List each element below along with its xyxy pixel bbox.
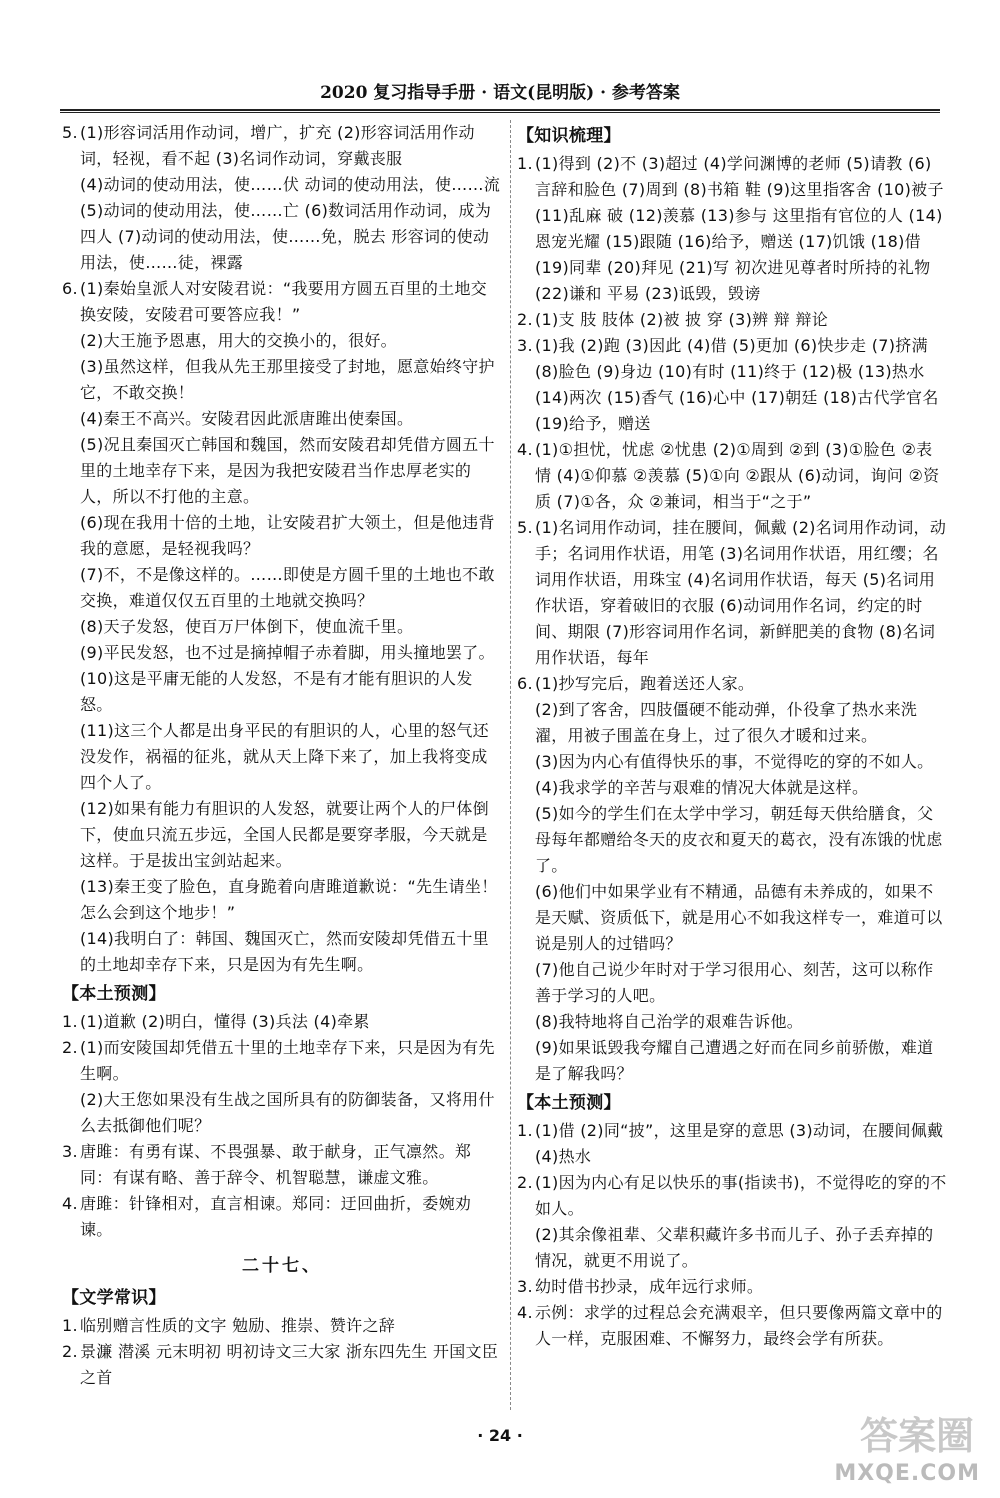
answer-number: 1. [62,1012,78,1031]
answer-line: (7)不，不是像这样的。……即使是方圆千里的土地也不敢交换，难道仅仅五百里的土地就交换吗？ [80,565,495,610]
answer-text: 唐雎：有勇有谋、不畏强暴、敢于献身，正气凛然。郑同：有谋有略、善于辞令、机智聪慧，谦虚文雅。 [80,1142,472,1187]
answer-number: 2. [517,1173,533,1192]
prediction-4 [62,1191,502,1243]
answer-text: 示例：求学的过程总会充满艰辛，但只要像两篇文章中的人一样，克服困难、不懈努力，最终会学有所获。 [535,1303,943,1348]
answer-line: (9)如果诋毁我夸耀自己遭遇之好而在同乡前骄傲，难道是了解我吗？ [535,1038,934,1083]
answer-line: (1)抄写完后，跑着送还人家。 [535,674,755,693]
knowledge-1 [517,151,947,307]
answer-text: (1)我 (2)跑 (3)因此 (4)借 (5)更加 (6)快步走 (7)挤满 (8)脸色 (9)身边 (10)有时 (11)终于 (12)极 (13)热水 (14)两次 (15)香气 (16)心中 (17)朝廷 (18)古代学官名 (19)给予，赠送 [535,336,939,433]
section-heading: 【本土预测】 [62,984,166,1004]
answer-line: (3)虽然这样，但我从先王那里接受了封地，愿意始终守护它，不敢交换！ [80,357,495,402]
prediction-1 [62,1009,502,1035]
answer-number: 6. [62,279,78,298]
answer-number: 2. [62,1342,78,1361]
answer-line: (7)他自己说少年时对于学习很用心、刻苦，这可以称作善于学习的人吧。 [535,960,934,1005]
literature-2 [62,1339,502,1391]
answer-line: (3)因为内心有值得快乐的事，不觉得吃的穿的不如人。 [535,752,934,771]
answer-line: (1)而安陵国却凭借五十里的土地幸存下来，只是因为有先生啊。 [80,1038,495,1083]
answer-line: (1)秦始皇派人对安陵君说：“我要用方圆五百里的土地交换安陵，安陵君可要答应我！” [80,279,488,324]
answer-text: 景濂 潜溪 元末明初 明初诗文三大家 浙东四先生 开国文臣之首 [80,1342,499,1387]
answer-number: 6. [517,674,533,693]
answer-number: 5. [62,123,78,142]
section-heading: 【本土预测】 [517,1093,621,1113]
answer-line: (5)如今的学生们在太学中学习，朝廷每天供给膳食，父母每年都赠给冬天的皮衣和夏天的葛衣，没有冻饿的忧虑了。 [535,804,943,875]
answer-6 [62,276,502,978]
answer-text: 幼时借书抄录，成年远行求师。 [535,1277,764,1296]
answer-line: (2)到了客舍，四肢僵硬不能动弹，仆役拿了热水来洗濯，用被子围盖在身上，过了很久才暖和过来。 [535,700,918,745]
answer-text: (1)道歉 (2)明白，懂得 (3)兵法 (4)牵累 [80,1012,370,1031]
answer-line: (1)形容词活用作动词，增广，扩充 (2)形容词活用作动词，轻视，看不起 (3)名词作动词，穿戴丧服 [80,123,475,168]
prediction-4 [517,1300,947,1352]
answer-text: 唐雎：针锋相对，直言相谏。郑同：迂回曲折，委婉劝谏。 [80,1194,472,1239]
section-heading: 【文学常识】 [62,1288,166,1308]
literature-1 [62,1313,502,1339]
answer-line: (13)秦王变了脸色，直身跪着向唐雎道歉说：“先生请坐！怎么会到这个地步！” [80,877,498,922]
page-header: 2020 复习指导手册 · 语文(昆明版) · 参考答案 [60,78,940,111]
section-heading: 【知识梳理】 [517,126,621,146]
answer-line: (11)这三个人都是出身平民的有胆识的人，心里的怒气还没发作，祸福的征兆，就从天上降下来了，加上我将变成四个人了。 [80,721,489,792]
left-column [62,120,502,1391]
watermark-logo: 答案圈 [859,1414,974,1458]
answer-number: 5. [517,518,533,537]
answer-number: 1. [517,1121,533,1140]
answer-number: 3. [517,336,533,355]
answer-text: (1)支 肢 肢体 (2)被 披 穿 (3)辨 辩 辩论 [535,310,829,329]
answer-line: (8)我特地将自己治学的艰难告诉他。 [535,1012,804,1031]
answer-number: 3. [517,1277,533,1296]
answer-line: (6)现在我用十倍的土地，让安陵君扩大领土，但是他违背我的意愿，是轻视我吗？ [80,513,495,558]
prediction-2 [62,1035,502,1139]
answer-line: (6)他们中如果学业有不精通，品德有未养成的，如果不是天赋、资质低下，就是用心不如我这样专一，难道可以说是别人的过错吗？ [535,882,943,953]
prediction-3 [517,1274,947,1300]
answer-line: (14)我明白了：韩国、魏国灭亡，然而安陵却凭借五十里的土地却幸存下来，只是因为有先生啊。 [80,929,489,974]
answer-5 [62,120,502,276]
answer-line: (4)我求学的辛苦与艰难的情况大体就是这样。 [535,778,869,797]
answer-line: (4)秦王不高兴。安陵君因此派唐雎出使秦国。 [80,409,414,428]
knowledge-5 [517,515,947,671]
knowledge-4 [517,437,947,515]
chapter-heading: 二十七、 [242,1256,322,1276]
answer-line: (8)天子发怒，使百万尸体倒下，使血流千里。 [80,617,414,636]
knowledge-3 [517,333,947,437]
prediction-1 [517,1118,947,1170]
column-divider [510,120,511,1410]
prediction-2 [517,1170,947,1274]
answer-line: (4)动词的使动用法，使……伏 动词的使动用法，使……流 (5)动词的使动用法，使……亡 (6)数词活用作动词，成为四人 (7)动词的使动用法，使……免，脱去 形容词的使动用法，使……徒，裸露 [80,175,501,272]
answer-line: (9)平民发怒，也不过是摘掉帽子赤着脚，用头撞地罢了。 [80,643,495,662]
answer-line: (1)因为内心有足以快乐的事(指读书)，不觉得吃的穿的不如人。 [535,1173,947,1218]
answer-text: 临别赠言性质的文字 勉励、推崇、赞许之辞 [80,1316,396,1335]
answer-line: (2)其余像祖辈、父辈积藏许多书而儿子、孙子丢弃掉的情况，就更不用说了。 [535,1225,934,1270]
answer-number: 2. [62,1038,78,1057]
answer-number: 3. [62,1142,78,1161]
right-column [517,120,947,1352]
answer-number: 4. [517,1303,533,1322]
answer-number: 1. [517,154,533,173]
answer-number: 2. [517,310,533,329]
answer-line: (2)大王施予恩惠，用大的交换小的，很好。 [80,331,397,350]
answer-number: 1. [62,1316,78,1335]
answer-text: (1)名词用作动词，挂在腰间，佩戴 (2)名词用作动词，动手；名词用作状语，用笔 (3)名词用作状语，用红缨；名词用作状语，用珠宝 (4)名词用作状语，每天 (5)名词用作状语，穿着破旧的衣服 (6)动词用作名词，约定的时间、期限 (7)形容词用作名词，新鲜肥美的食物 (8)名词用作状语，每年 [535,518,947,667]
answer-line: (10)这是平庸无能的人发怒，不是有才能有胆识的人发怒。 [80,669,473,714]
prediction-3 [62,1139,502,1191]
header-rule [60,112,940,113]
answer-line: (5)况且秦国灭亡韩国和魏国，然而安陵君却凭借方圆五十里的土地幸存下来，是因为我把安陵君当作忠厚老实的人，所以不打他的主意。 [80,435,495,506]
knowledge-2 [517,307,947,333]
answer-text: (1)①担忧，忧虑 ②忧患 (2)①周到 ②到 (3)①脸色 ②表情 (4)①仰慕 ②羡慕 (5)①向 ②跟从 (6)动词，询问 ②资质 (7)①各，众 ②兼词，相当于“之于” [535,440,940,511]
answer-line: (12)如果有能力有胆识的人发怒，就要让两个人的尸体倒下，使血只流五步远，全国人民都是要穿孝服，今天就是这样。于是拔出宝剑站起来。 [80,799,489,870]
answer-number: 4. [517,440,533,459]
knowledge-6 [517,671,947,1087]
answer-text: (1)借 (2)同“披”，这里是穿的意思 (3)动词，在腰间佩戴 (4)热水 [535,1121,944,1166]
answer-number: 4. [62,1194,78,1213]
answer-line: (2)大王您如果没有生战之国所具有的防御装备，又将用什么去抵御他们呢？ [80,1090,495,1135]
page-number: · 24 · [477,1426,523,1445]
answer-text: (1)得到 (2)不 (3)超过 (4)学问渊博的老师 (5)请教 (6)言辞和脸色 (7)周到 (8)书箱 鞋 (9)这里指客舍 (10)被子 (11)乱麻 破 (12)羡慕 (13)参与 这里指有官位的人 (14)恩宠光耀 (15)跟随 (16)给予，赠送 (17)饥饿 (18)借 (19)同辈 (20)拜见 (21)写 初次进见尊者时所持的礼物 (22)谦和 平易 (23)诋毁，毁谤 [535,154,944,303]
watermark-site: MXQE.COM [834,1461,980,1486]
